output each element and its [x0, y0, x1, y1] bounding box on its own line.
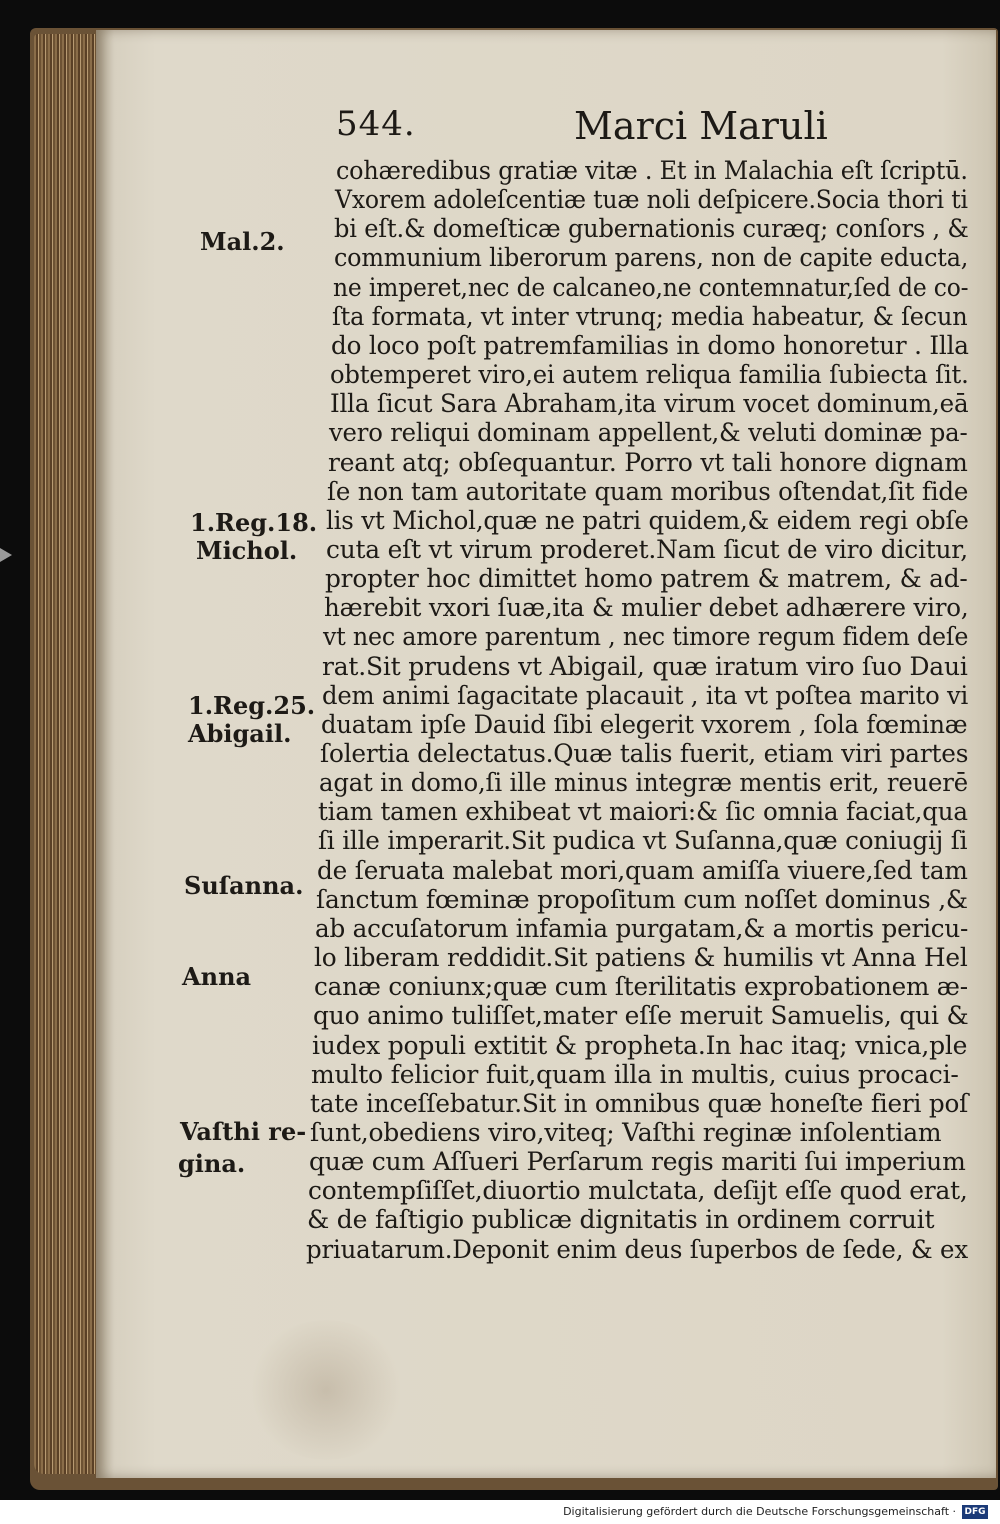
margin-note: 1.Reg.18. — [190, 508, 318, 537]
text-line: lo liberam reddidit.Sit patiens & humilis vt Anna Hel — [314, 943, 968, 972]
text-line: vt nec amore parentum , nec timore regum fidem deſe — [323, 622, 969, 651]
margin-note: Abigail. — [188, 719, 292, 748]
paper-stain — [246, 1320, 406, 1460]
text-line: ne imperet,nec de calcaneo,ne contemnatur,ſed de co- — [333, 273, 969, 302]
text-line: canæ coniunx;quæ cum ſterilitatis exprobationem æ- — [314, 972, 968, 1001]
margin-note: Michol. — [196, 536, 298, 565]
text-line: lis vt Michol,quæ ne patri quidem,& eidem regi obſe — [326, 506, 969, 535]
text-line: communium liberorum parens, non de capite educta, — [334, 243, 969, 272]
text-line: tate inceſſebatur.Sit in omnibus quæ honeſte fieri poſ — [310, 1089, 969, 1118]
text-line: do loco poſt patremfamilias in domo honoretur . Illa — [331, 331, 969, 360]
text-line: quo animo tuliſſet,mater eſſe meruit Samuelis, qui & — [313, 1001, 969, 1030]
text-line: ſunt,obediens viro,viteq; Vaſthi reginæ inſolentiam — [310, 1118, 942, 1147]
margin-note: Vaſthi re- — [180, 1117, 307, 1146]
text-line: Vxorem adoleſcentiæ tuæ noli deſpicere.Socia thori ti — [335, 185, 968, 214]
text-line: cuta eſt vt virum proderet.Nam ſicut de viro dicitur, — [326, 535, 968, 564]
text-line: cohæredibus gratiæ vitæ . Et in Malachia eſt ſcriptū. — [336, 156, 968, 185]
text-line: & de faſtigio publicæ dignitatis in ordinem corruit — [307, 1205, 935, 1234]
text-line: ſta formata, vt inter vtrunq; media habeatur, & ſecun — [332, 302, 968, 331]
text-line: contempſiſſet,diuortio mulctata, deſijt eſſe quod erat, — [308, 1176, 968, 1205]
text-line: ab accuſatorum infamia purgatam,& a mortis pericu- — [315, 914, 969, 943]
margin-note: Suſanna. — [184, 871, 304, 900]
text-line: propter hoc dimittet homo patrem & matrem, & ad- — [325, 564, 968, 593]
text-line: hærebit vxori ſuæ,ita & mulier debet adhærere viro, — [324, 593, 969, 622]
funding-notice: Digitalisierung gefördert durch die Deutsche Forschungsgemeinschaft · — [563, 1505, 956, 1518]
text-line: de ſeruata malebat mori,quam amiſſa viuere,ſed tam — [317, 856, 968, 885]
margin-note: 1.Reg.25. — [188, 691, 316, 720]
text-line: Illa ſicut Sara Abraham,ita virum vocet dominum,eā — [330, 389, 969, 418]
text-line: obtemperet viro,ei autem reliqua familia ſubiecta ſit. — [330, 360, 969, 389]
text-line: ſi ille imperarit.Sit pudica vt Suſanna,quæ coniugij ſi — [318, 826, 968, 855]
text-line: multo felicior fuit,quam illa in multis, cuius procaci- — [311, 1060, 959, 1089]
running-head: Marci Maruli — [574, 104, 828, 148]
text-line: duatam ipſe Dauid ſibi elegerit vxorem , ſola fœminæ — [321, 710, 968, 739]
page-edges — [34, 34, 104, 1474]
text-line: reant atq; obſequantur. Porro vt tali honore dignam — [328, 448, 968, 477]
text-line: ſe non tam autoritate quam moribus oſtendat,ſit fide — [327, 477, 969, 506]
text-line: iudex populi extitit & propheta.In hac itaq; vnica,ple — [312, 1031, 968, 1060]
text-line: bi eſt.& domeſticæ gubernationis curæq; conſors , & — [334, 214, 969, 243]
text-line: rat.Sit prudens vt Abigail, quæ iratum viro ſuo Daui — [322, 652, 968, 681]
dfg-logo: DFG — [962, 1505, 988, 1519]
text-line: dem animi ſagacitate placauit , ita vt poſtea marito vi — [322, 681, 969, 710]
text-line: ſanctum fœminæ propoſitum cum noſſet dominus ,& — [316, 885, 968, 914]
page-number: 544. — [336, 104, 416, 144]
text-line: quæ cum Aſſueri Perſarum regis mariti ſui imperium — [309, 1147, 966, 1176]
text-line: priuatarum.Deponit enim deus ſuperbos de ſede, & ex — [306, 1235, 968, 1264]
text-line: agat in domo,ſi ille minus integræ mentis erit, reuerē — [319, 768, 968, 797]
margin-note: Anna — [182, 962, 252, 991]
margin-note: Mal.2. — [200, 227, 285, 256]
text-line: vero reliqui dominam appellent,& veluti dominæ pa- — [329, 418, 968, 447]
margin-note: gina. — [178, 1149, 246, 1178]
footer-bar — [0, 1500, 1000, 1524]
text-line: tiam tamen exhibeat vt maiori:& ſic omnia faciat,qua — [318, 797, 968, 826]
viewer-edge-arrow — [0, 548, 12, 562]
page-header — [336, 104, 836, 154]
text-line: ſolertia delectatus.Quæ talis fuerit, etiam viri partes — [320, 739, 969, 768]
